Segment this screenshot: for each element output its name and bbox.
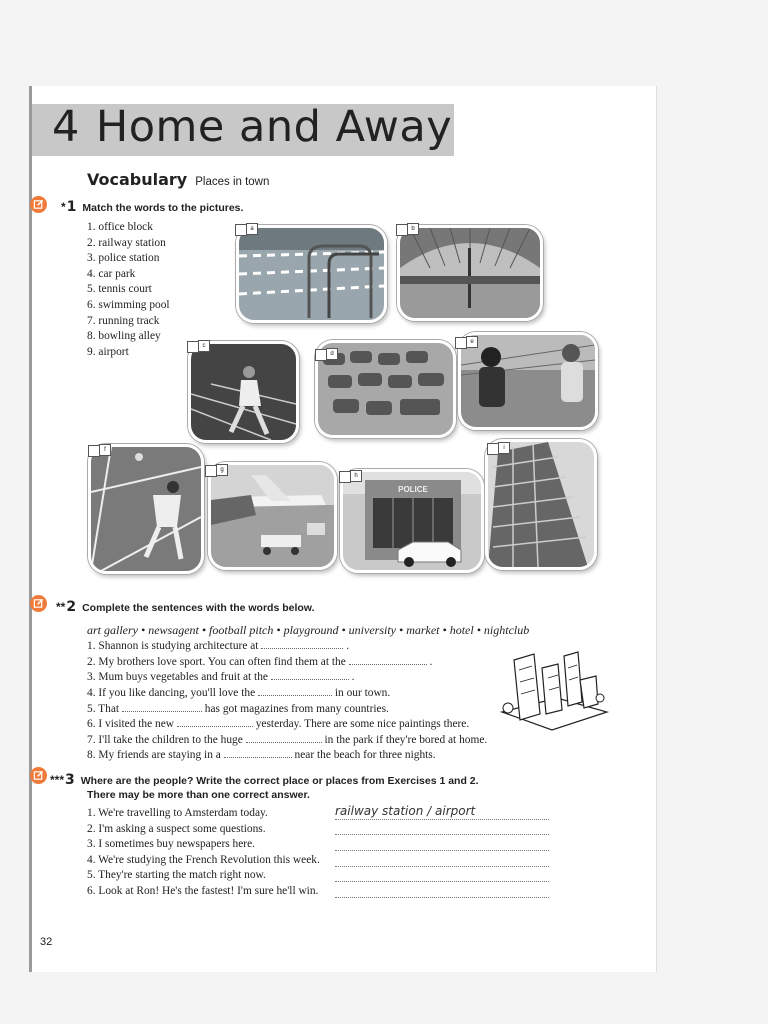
police-station-photo [340, 469, 484, 573]
list-item: 5. They're starting the match right now. [87, 869, 266, 882]
sentence: 1. Shannon is studying architecture at . [87, 640, 350, 652]
difficulty-stars: ** [56, 600, 66, 614]
answer-line[interactable] [335, 883, 549, 898]
sentence: 3. Mum buys vegetables and fruit at the . [87, 671, 355, 683]
photo-label-a[interactable]: a [246, 223, 258, 235]
section-topic: Places in town [195, 176, 270, 188]
list-item: 1. office block [87, 221, 153, 233]
police-sign-text: POLICE [398, 485, 428, 494]
exercise-number: 3 [65, 772, 75, 788]
unit-title [52, 102, 452, 152]
workbook-page [29, 86, 656, 972]
answer-line[interactable] [335, 820, 549, 835]
difficulty-stars: *** [50, 773, 65, 787]
exercise-number: 2 [66, 599, 77, 615]
section-heading [87, 170, 269, 190]
exercise-3-heading [50, 773, 479, 789]
list-item: 6. Look at Ron! He's the fastest! I'm sure he'll win. [87, 884, 319, 897]
answer-blank[interactable] [177, 717, 253, 727]
title-band [32, 104, 454, 156]
photo-label-b[interactable]: b [407, 223, 419, 235]
answer-line[interactable] [335, 836, 549, 851]
photo-label-c[interactable]: c [198, 340, 210, 352]
pencil-icon [30, 595, 47, 612]
swimming-pool-photo [236, 225, 387, 323]
airport-photo [208, 462, 337, 570]
city-illustration [492, 642, 610, 734]
answer-blank[interactable] [261, 639, 343, 649]
exercise-instruction: Complete the sentences with the words below. [82, 602, 315, 614]
photo-label-h[interactable]: h [350, 470, 362, 482]
exercise-2-heading [56, 600, 315, 616]
example-answer: railway station / airport [335, 804, 476, 818]
answer-blank[interactable] [258, 686, 332, 696]
unit-number: 4 [52, 102, 80, 152]
list-item: 7. running track [87, 314, 160, 327]
difficulty-stars: * [61, 200, 66, 214]
photo-label-i[interactable]: i [498, 442, 510, 454]
list-item: 4. car park [87, 267, 136, 280]
bowling-alley-photo [458, 332, 598, 430]
exercise-instruction: Match the words to the pictures. [82, 202, 244, 214]
answer-line[interactable] [335, 805, 549, 820]
exercise-number: 1 [66, 199, 77, 215]
answer-blank[interactable] [246, 733, 322, 743]
answer-line[interactable] [335, 867, 549, 882]
pencil-icon [30, 767, 47, 784]
answer-blank[interactable] [224, 748, 292, 758]
list-item: 2. railway station [87, 236, 166, 249]
answer-blank[interactable] [271, 670, 349, 680]
question-list [87, 806, 320, 900]
list-item: 2. I'm asking a suspect some questions. [87, 822, 266, 835]
answer-line[interactable] [335, 852, 549, 867]
exercise-instruction: Where are the people? Write the correct place or places from Exercises 1 and 2. [80, 775, 479, 787]
list-item: 3. I sometimes buy newspapers here. [87, 838, 255, 851]
word-box: art gallery • newsagent • football pitch • playground • university • market • hotel • nightclub [87, 623, 530, 637]
list-item: 6. swimming pool [87, 298, 170, 311]
exercise-instruction-line2: There may be more than one correct answer. [87, 789, 310, 801]
running-track-photo [188, 341, 299, 443]
list-item: 4. We're studying the French Revolution this week. [87, 853, 320, 866]
sentence: 5. That has got magazines from many countries. [87, 703, 389, 715]
photo-label-e[interactable]: e [466, 336, 478, 348]
sentence: 6. I visited the new yesterday. There are some nice paintings there. [87, 718, 470, 730]
office-block-photo [485, 439, 597, 570]
sentence: 7. I'll take the children to the huge in the park if they're bored at home. [87, 734, 488, 746]
pencil-icon [30, 196, 47, 213]
answer-blank[interactable] [349, 655, 427, 665]
photo-label-f[interactable]: f [99, 444, 111, 456]
railway-station-photo [397, 225, 543, 321]
tennis-court-photo [88, 444, 204, 574]
sentence: 8. My friends are staying in a near the beach for three nights. [87, 749, 436, 761]
list-item: 8. bowling alley [87, 330, 161, 343]
exercise-1-heading [61, 200, 243, 216]
list-item: 5. tennis court [87, 283, 152, 296]
unit-title-text: Home and Away [95, 102, 453, 152]
list-item: 1. We're travelling to Amsterdam today. [87, 807, 268, 819]
photo-label-g[interactable]: g [216, 464, 228, 476]
sentence: 2. My brothers love sport. You can often find them at the . [87, 656, 433, 668]
sentence: 4. If you like dancing, you'll love the in our town. [87, 687, 391, 699]
photo-label-d[interactable]: d [326, 348, 338, 360]
list-item: 9. airport [87, 345, 129, 358]
list-item: 3. police station [87, 252, 160, 265]
page-number: 32 [40, 936, 53, 948]
section-title: Vocabulary [87, 170, 188, 189]
vocabulary-list [87, 220, 170, 360]
answer-blank[interactable] [122, 702, 202, 712]
